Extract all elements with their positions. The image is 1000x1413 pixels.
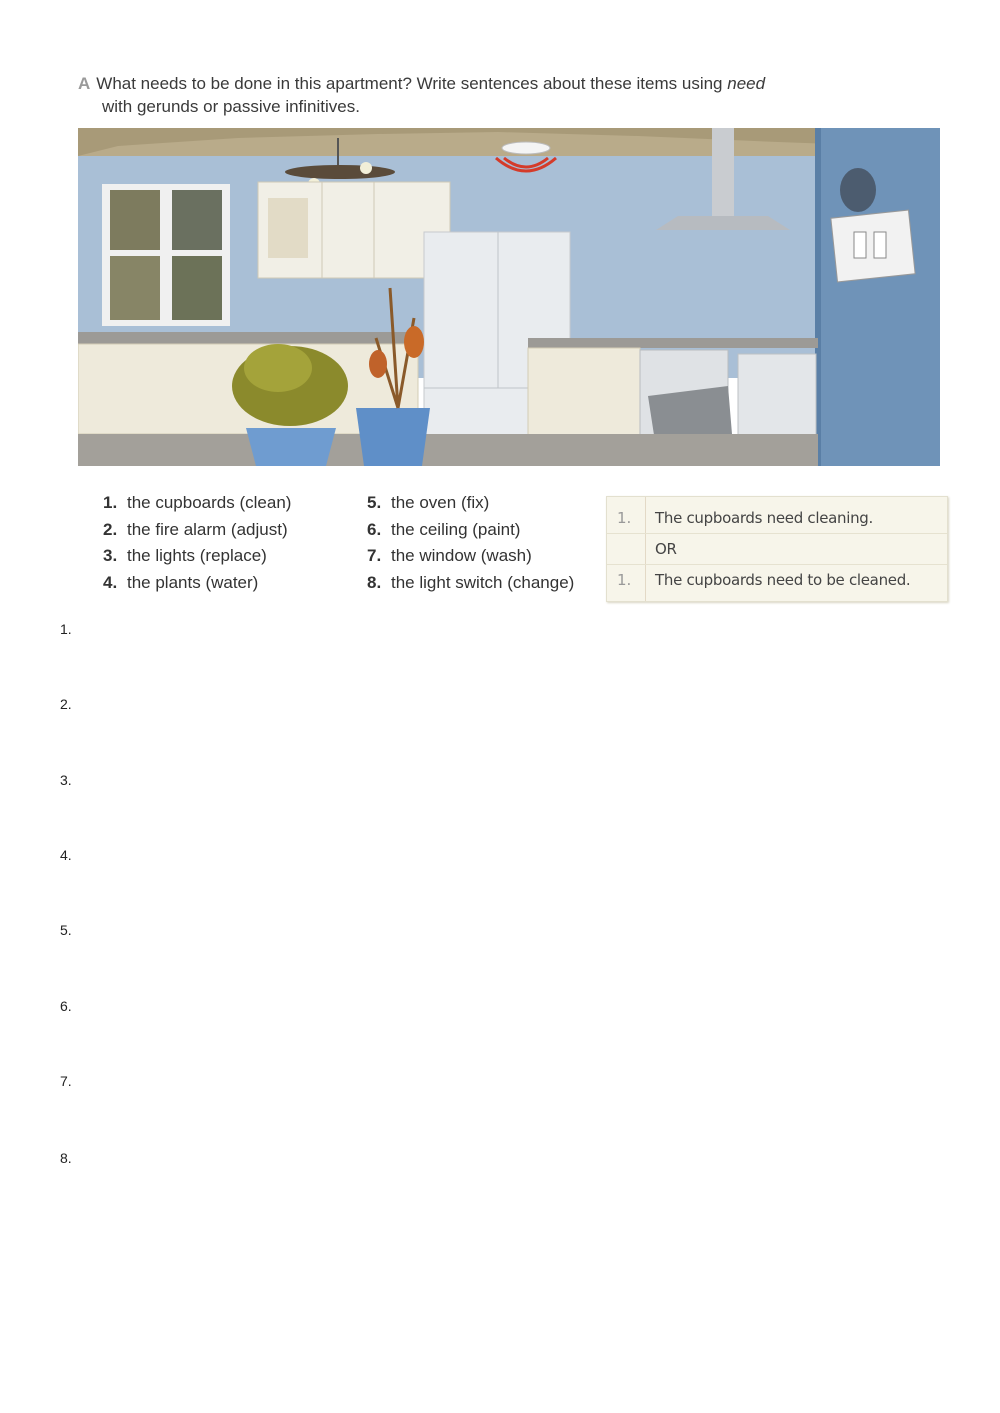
example-row: 1. The cupboards need cleaning. <box>607 503 947 534</box>
kitchen-scene-illustration <box>78 128 940 466</box>
answer-line-7[interactable]: 7. <box>60 1073 72 1089</box>
example-answer-box <box>606 496 948 602</box>
list-item: 2. the fire alarm (adjust) <box>103 519 288 539</box>
list-item: 5. the oven (fix) <box>367 493 490 512</box>
list-item: 1. the cupboards (clean) <box>103 493 292 512</box>
item-list-column-2 <box>367 490 574 596</box>
instructions-line2: with gerunds or passive infinitives. <box>102 97 360 116</box>
instructions <box>78 72 898 118</box>
list-item: 8. the light switch (change) <box>367 572 575 592</box>
answer-line-5[interactable]: 5. <box>60 922 72 938</box>
answer-line-1[interactable]: 1. <box>60 621 72 637</box>
exercise-letter: A <box>78 74 91 93</box>
example-or-row: OR <box>607 534 947 565</box>
answer-line-4[interactable]: 4. <box>60 847 72 863</box>
answer-line-8[interactable]: 8. <box>60 1150 72 1166</box>
answer-line-2[interactable]: 2. <box>60 696 72 712</box>
example-row: 1. The cupboards need to be cleaned. <box>617 571 911 589</box>
list-item: 7. the window (wash) <box>367 546 532 565</box>
list-item: 3. the lights (replace) <box>103 546 267 565</box>
answer-line-3[interactable]: 3. <box>60 772 72 788</box>
list-item: 6. the ceiling (paint) <box>367 519 521 539</box>
instructions-line1: What needs to be done in this apartment? Write sentences about these items using <box>96 74 728 93</box>
instructions-keyword: need <box>727 74 766 93</box>
answer-line-6[interactable]: 6. <box>60 998 72 1014</box>
item-list-column-1 <box>103 490 291 596</box>
list-item: 4. the plants (water) <box>103 572 259 592</box>
